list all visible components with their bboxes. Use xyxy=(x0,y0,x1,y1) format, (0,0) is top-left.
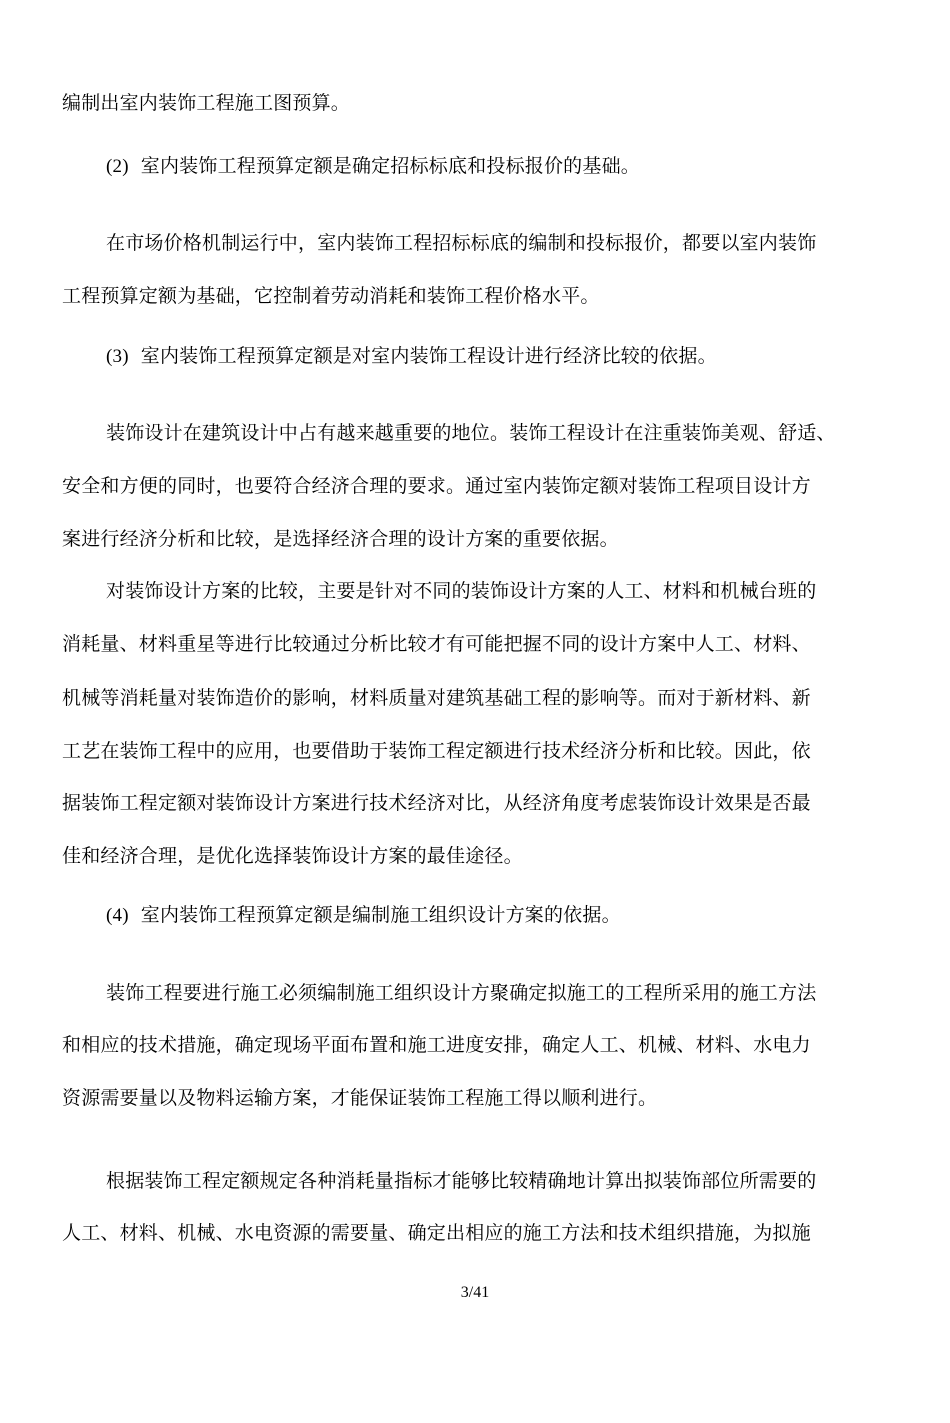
text-line: 编制出室内装饰工程施工图预算。 xyxy=(62,92,351,114)
text-line: 根据装饰工程定额规定各种消耗量指标才能够比较精确地计算出拟装饰部位所需要的 xyxy=(106,1170,817,1192)
heading-number: (3) xyxy=(106,346,129,367)
text-line: 在市场价格机制运行中，室内装饰工程招标标底的编制和投标报价，都要以室内装饰 xyxy=(106,232,817,254)
numbered-heading-2 xyxy=(106,153,892,180)
text-line: 工艺在装饰工程中的应用，也要借助于装饰工程定额进行技术经济分析和比较。因此，依 xyxy=(62,740,811,762)
text-line: 工程预算定额为基础，它控制着劳动消耗和装饰工程价格水平。 xyxy=(62,285,600,307)
text-line: 对装饰设计方案的比较，主要是针对不同的装饰设计方案的人工、材料和机械台班的 xyxy=(106,580,817,602)
heading-text: 室内装饰工程预算定额是确定招标标底和投标报价的基础。 xyxy=(140,155,640,177)
text-line: 机械等消耗量对装饰造价的影响，材料质量对建筑基础工程的影响等。而对于新材料、新 xyxy=(62,687,811,709)
text-line: 据装饰工程定额对装饰设计方案进行技术经济对比，从经济角度考虑装饰设计效果是否最 xyxy=(62,792,811,814)
heading-text: 室内装饰工程预算定额是对室内装饰工程设计进行经济比较的依据。 xyxy=(140,345,717,367)
text-line: 案进行经济分析和比较，是选择经济合理的设计方案的重要依据。 xyxy=(62,528,619,550)
numbered-heading-3 xyxy=(106,343,892,370)
text-line: 资源需要量以及物料运输方案，才能保证装饰工程施工得以顺利进行。 xyxy=(62,1087,658,1109)
text-line: 装饰设计在建筑设计中占有越来越重要的地位。装饰工程设计在注重装饰美观、舒适、 xyxy=(106,422,836,444)
text-line: 佳和经济合理，是优化选择装饰设计方案的最佳途径。 xyxy=(62,845,523,867)
text-line: 人工、材料、机械、水电资源的需要量、确定出相应的施工方法和技术组织措施，为拟施 xyxy=(62,1222,811,1244)
text-line: 装饰工程要进行施工必须编制施工组织设计方聚确定拟施工的工程所采用的施工方法 xyxy=(106,982,817,1004)
text-line: 和相应的技术措施，确定现场平面布置和施工进度安排，确定人工、机械、材料、水电力 xyxy=(62,1034,811,1056)
text-line: 安全和方便的同时，也要符合经济合理的要求。通过室内装饰定额对装饰工程项目设计方 xyxy=(62,475,811,497)
text-line: 消耗量、材料重星等进行比较通过分析比较才有可能把握不同的设计方案中人工、材料、 xyxy=(62,633,811,655)
numbered-heading-4 xyxy=(106,902,892,929)
heading-number: (4) xyxy=(106,905,129,926)
page-number: 3/41 xyxy=(460,1284,490,1301)
heading-number: (2) xyxy=(106,156,129,177)
heading-text: 室内装饰工程预算定额是编制施工组织设计方案的依据。 xyxy=(140,904,621,926)
